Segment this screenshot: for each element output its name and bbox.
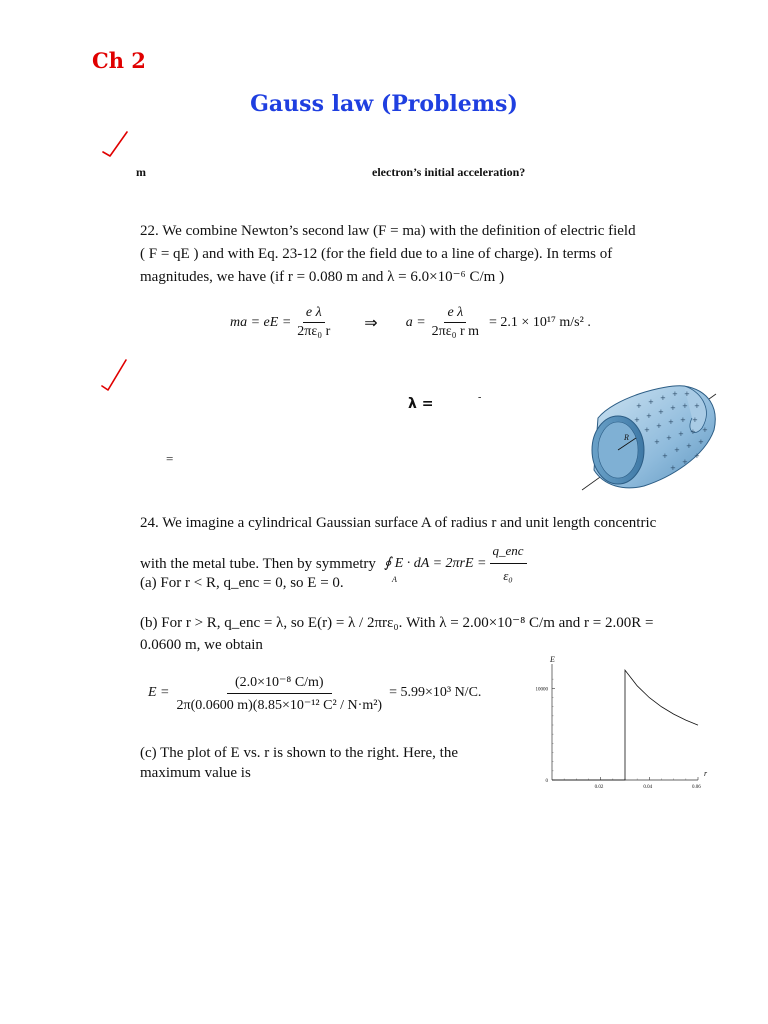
equation-a: a = xyxy=(405,314,426,330)
svg-text:+: + xyxy=(690,428,696,436)
svg-text:+: + xyxy=(654,438,660,446)
svg-text:+: + xyxy=(646,412,652,420)
gauss-expression: ∮ E · dA = 2πrE = xyxy=(383,555,487,571)
part-b-line: (b) For r > R, q_enc = λ, so E(r) = λ / 2πrε₀. With λ = 2.00×10⁻⁸ C/m and r = 2.00R = xyxy=(140,615,654,631)
svg-text:+: + xyxy=(694,452,700,460)
svg-text:+: + xyxy=(682,402,688,410)
chapter-heading: Ch 2 xyxy=(92,48,146,73)
x-tick-label: 0.04 xyxy=(643,785,653,790)
equation-result: = 5.99×10³ N/C. xyxy=(389,685,482,700)
solution-22-line: 22. We combine Newton’s second law (F = ma) with the definition of electric field xyxy=(140,223,636,239)
fraction xyxy=(294,305,333,340)
fraction-numerator: q_enc xyxy=(490,540,527,564)
lambda-label: λ = xyxy=(408,396,434,412)
radius-label: R xyxy=(624,433,629,442)
svg-text:+: + xyxy=(702,426,708,434)
solution-24-text: with the metal tube. Then by symmetry xyxy=(140,555,376,572)
solution-22-line: ( F = qE ) and with Eq. 23-12 (for the field due to a line of charge). In terms of xyxy=(140,246,613,262)
svg-text:+: + xyxy=(658,408,664,416)
check-mark-icon xyxy=(100,356,140,396)
plot-ticks xyxy=(536,679,702,790)
svg-text:+: + xyxy=(670,464,676,472)
implies-symbol: ⇒ xyxy=(364,314,378,332)
equation-lhs: ma = eE = xyxy=(230,314,292,330)
x-tick-label: 0.02 xyxy=(594,785,604,790)
svg-text:+: + xyxy=(648,398,654,406)
question-fragment: m xyxy=(136,165,146,179)
svg-text:+: + xyxy=(660,394,666,402)
svg-text:+: + xyxy=(634,416,640,424)
svg-text:+: + xyxy=(672,390,678,398)
part-c-line: maximum value is xyxy=(140,765,251,781)
x-axis-label: r xyxy=(704,769,708,778)
acceleration-equation xyxy=(230,305,591,340)
svg-text:+: + xyxy=(678,430,684,438)
svg-text:+: + xyxy=(684,390,690,398)
gauss-surface-subscript: A xyxy=(391,574,397,584)
svg-text:+: + xyxy=(670,404,676,412)
fraction-denominator: 2πε₀ r m xyxy=(431,324,480,339)
svg-text:+: + xyxy=(692,416,698,424)
fraction-numerator: e λ xyxy=(303,305,325,323)
equation-result: = 2.1 × 10¹⁷ m/s² . xyxy=(489,314,591,330)
x-tick-label: 0.06 xyxy=(692,785,701,790)
page-title: Gauss law (Problems) xyxy=(250,91,518,117)
question-fragment: electron’s initial acceleration? xyxy=(372,165,526,179)
svg-text:+: + xyxy=(666,434,672,442)
solution-24-line: 24. We imagine a cylindrical Gaussian surface A of radius r and unit length concentric xyxy=(140,515,657,531)
y-tick-label: 10000 xyxy=(535,687,548,693)
svg-text:+: + xyxy=(686,442,692,450)
y-tick-label: 0 xyxy=(545,779,548,784)
equation-lhs: E = xyxy=(148,685,170,700)
field-curve xyxy=(552,670,698,780)
dash-mark: - xyxy=(478,392,482,403)
fraction-denominator: ε₀ xyxy=(503,568,513,583)
part-a: (a) For r < R, q_enc = 0, so E = 0. xyxy=(140,575,344,591)
equals-mark: = xyxy=(166,451,174,466)
svg-text:+: + xyxy=(662,452,668,460)
svg-text:+: + xyxy=(668,418,674,426)
svg-text:+: + xyxy=(644,426,650,434)
y-axis-label: E xyxy=(550,655,555,664)
fraction-numerator: (2.0×10⁻⁸ C/m) xyxy=(227,672,332,694)
field-equation xyxy=(148,672,481,714)
fraction-denominator: 2πε₀ r xyxy=(297,324,331,339)
svg-text:+: + xyxy=(694,402,700,410)
svg-text:+: + xyxy=(636,402,642,410)
e-vs-r-plot xyxy=(528,650,718,800)
svg-text:+: + xyxy=(698,438,704,446)
svg-text:+: + xyxy=(682,458,688,466)
svg-text:+: + xyxy=(680,416,686,424)
part-b-line: 0.0600 m, we obtain xyxy=(140,637,263,653)
svg-text:+: + xyxy=(656,422,662,430)
fraction-denominator: 2π(0.0600 m)(8.85×10⁻¹² C² / N·m²) xyxy=(176,698,383,713)
solution-22-line: magnitudes, we have (if r = 0.080 m and λ = 6.0×10⁻⁶ C/m ) xyxy=(140,269,505,285)
part-c-line: (c) The plot of E vs. r is shown to the right. Here, the xyxy=(140,745,458,761)
charged-cylinder-figure xyxy=(574,378,724,498)
check-mark-icon xyxy=(100,128,140,168)
fraction xyxy=(429,305,482,340)
svg-text:+: + xyxy=(674,446,680,454)
fraction-numerator: e λ xyxy=(444,305,466,323)
fraction xyxy=(174,672,386,714)
